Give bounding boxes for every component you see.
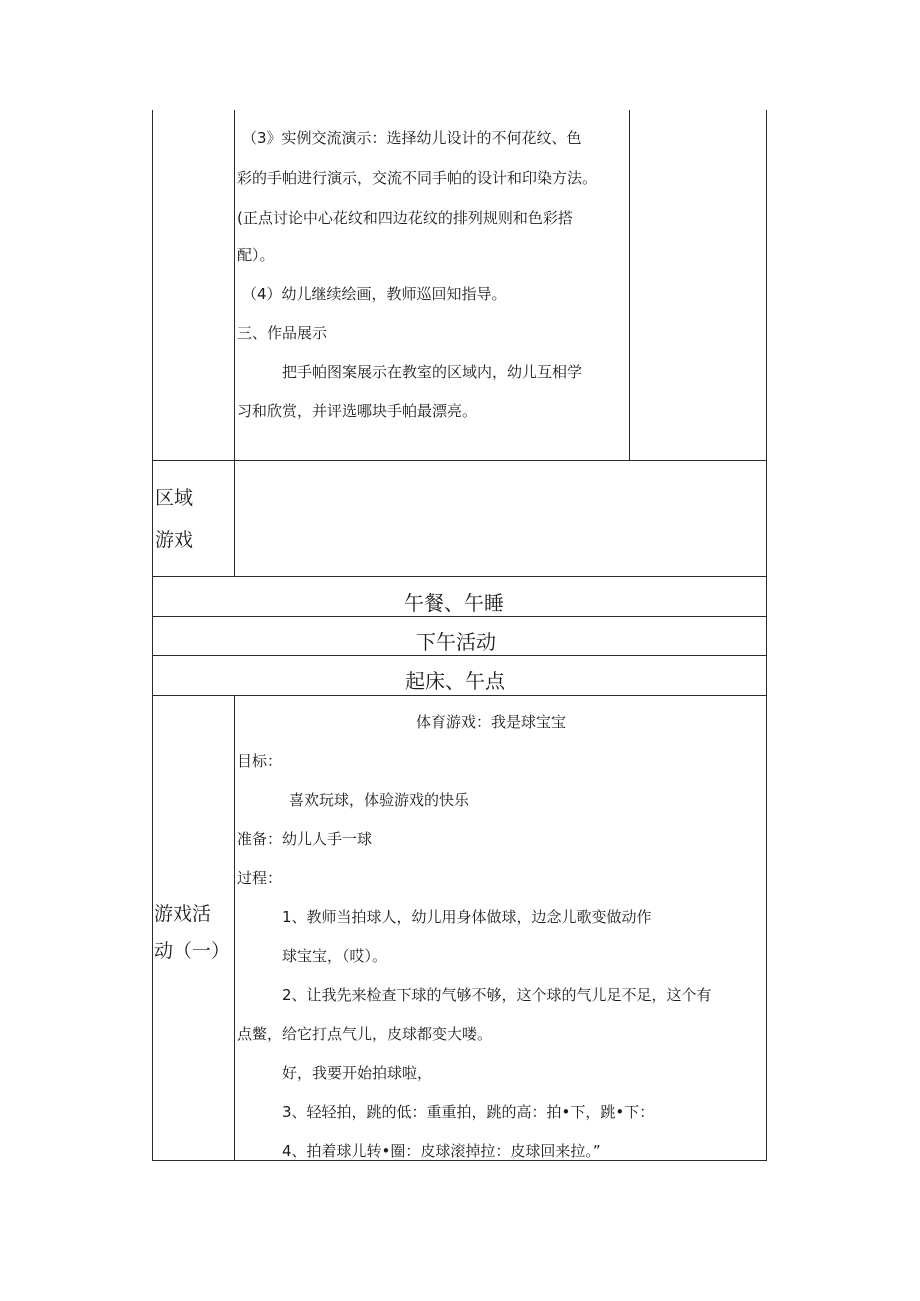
notes-column-divider (629, 110, 630, 461)
activity-line-goal-text: 喜欢玩球，体验游戏的快乐 (289, 791, 470, 809)
activity-line-start: 好，我要开始拍球啦， (282, 1064, 433, 1082)
upper-line-3: (正点讨论中心花纹和四边花纹的排列规则和色彩搭 (237, 209, 573, 227)
row-divider-2 (152, 576, 767, 577)
area-game-label-2: 游戏 (155, 529, 194, 551)
activity-step-3: 3、轻轻拍，跳的低：重重拍，跳的高：拍•下，跳•下： (282, 1103, 655, 1121)
table-border-right (766, 110, 767, 1161)
row-divider-5 (152, 695, 767, 696)
activity-line-prep: 准备：幼儿人手一球 (237, 830, 373, 848)
upper-line-1: （3》实例交流演示：选择幼儿设计的不何花纹、色 (242, 129, 582, 147)
row-divider-4 (152, 655, 767, 656)
label-column-divider-top (234, 110, 235, 576)
upper-line-6: 三、作品展示 (237, 324, 328, 342)
banner-lunch-nap: 午餐、午睡 (404, 591, 504, 615)
activity-step-1: 1、教师当拍球人，幼儿用身体做球，边念儿歌变做动作 (282, 908, 652, 926)
upper-line-2: 彩的手帕进行演示，交流不同手帕的设计和印染方法。 (237, 169, 598, 187)
activity-line-goal: 目标： (237, 752, 283, 770)
game-activity-label-2: 动（一） (154, 940, 231, 962)
row-divider-3 (152, 616, 767, 617)
banner-afternoon: 下午活动 (416, 630, 496, 654)
row-divider-1 (152, 460, 767, 461)
activity-step-4: 4、拍着球儿转•圈：皮球滚掉拉：皮球回来拉。” (282, 1142, 601, 1160)
upper-line-4: 配）。 (237, 246, 275, 264)
table-border-left (152, 110, 153, 1161)
activity-line-process: 过程： (237, 869, 283, 887)
game-activity-label-1: 游戏活 (154, 903, 212, 925)
upper-line-5: （4）幼儿继续绘画，教师巡回知指导。 (242, 285, 507, 303)
upper-line-7: 把手帕图案展示在教室的区域内，幼儿互相学 (282, 363, 583, 381)
upper-line-8: 习和欣赏，并评选哪块手帕最漂亮。 (237, 402, 478, 420)
activity-title: 体育游戏：我是球宝宝 (416, 713, 567, 731)
activity-step-2-cont: 点鳖，给它打点气儿，皮球都变大喽。 (237, 1025, 493, 1043)
activity-step-1-cont: 球宝宝，（哎）。 (282, 947, 388, 965)
banner-wakeup-snack: 起床、午点 (405, 669, 505, 693)
activity-step-2: 2、让我先来检查下球的气够不够，这个球的气儿足不足，这个有 (282, 986, 712, 1004)
area-game-label-1: 区域 (155, 487, 194, 509)
label-column-divider-bottom (234, 695, 235, 1161)
